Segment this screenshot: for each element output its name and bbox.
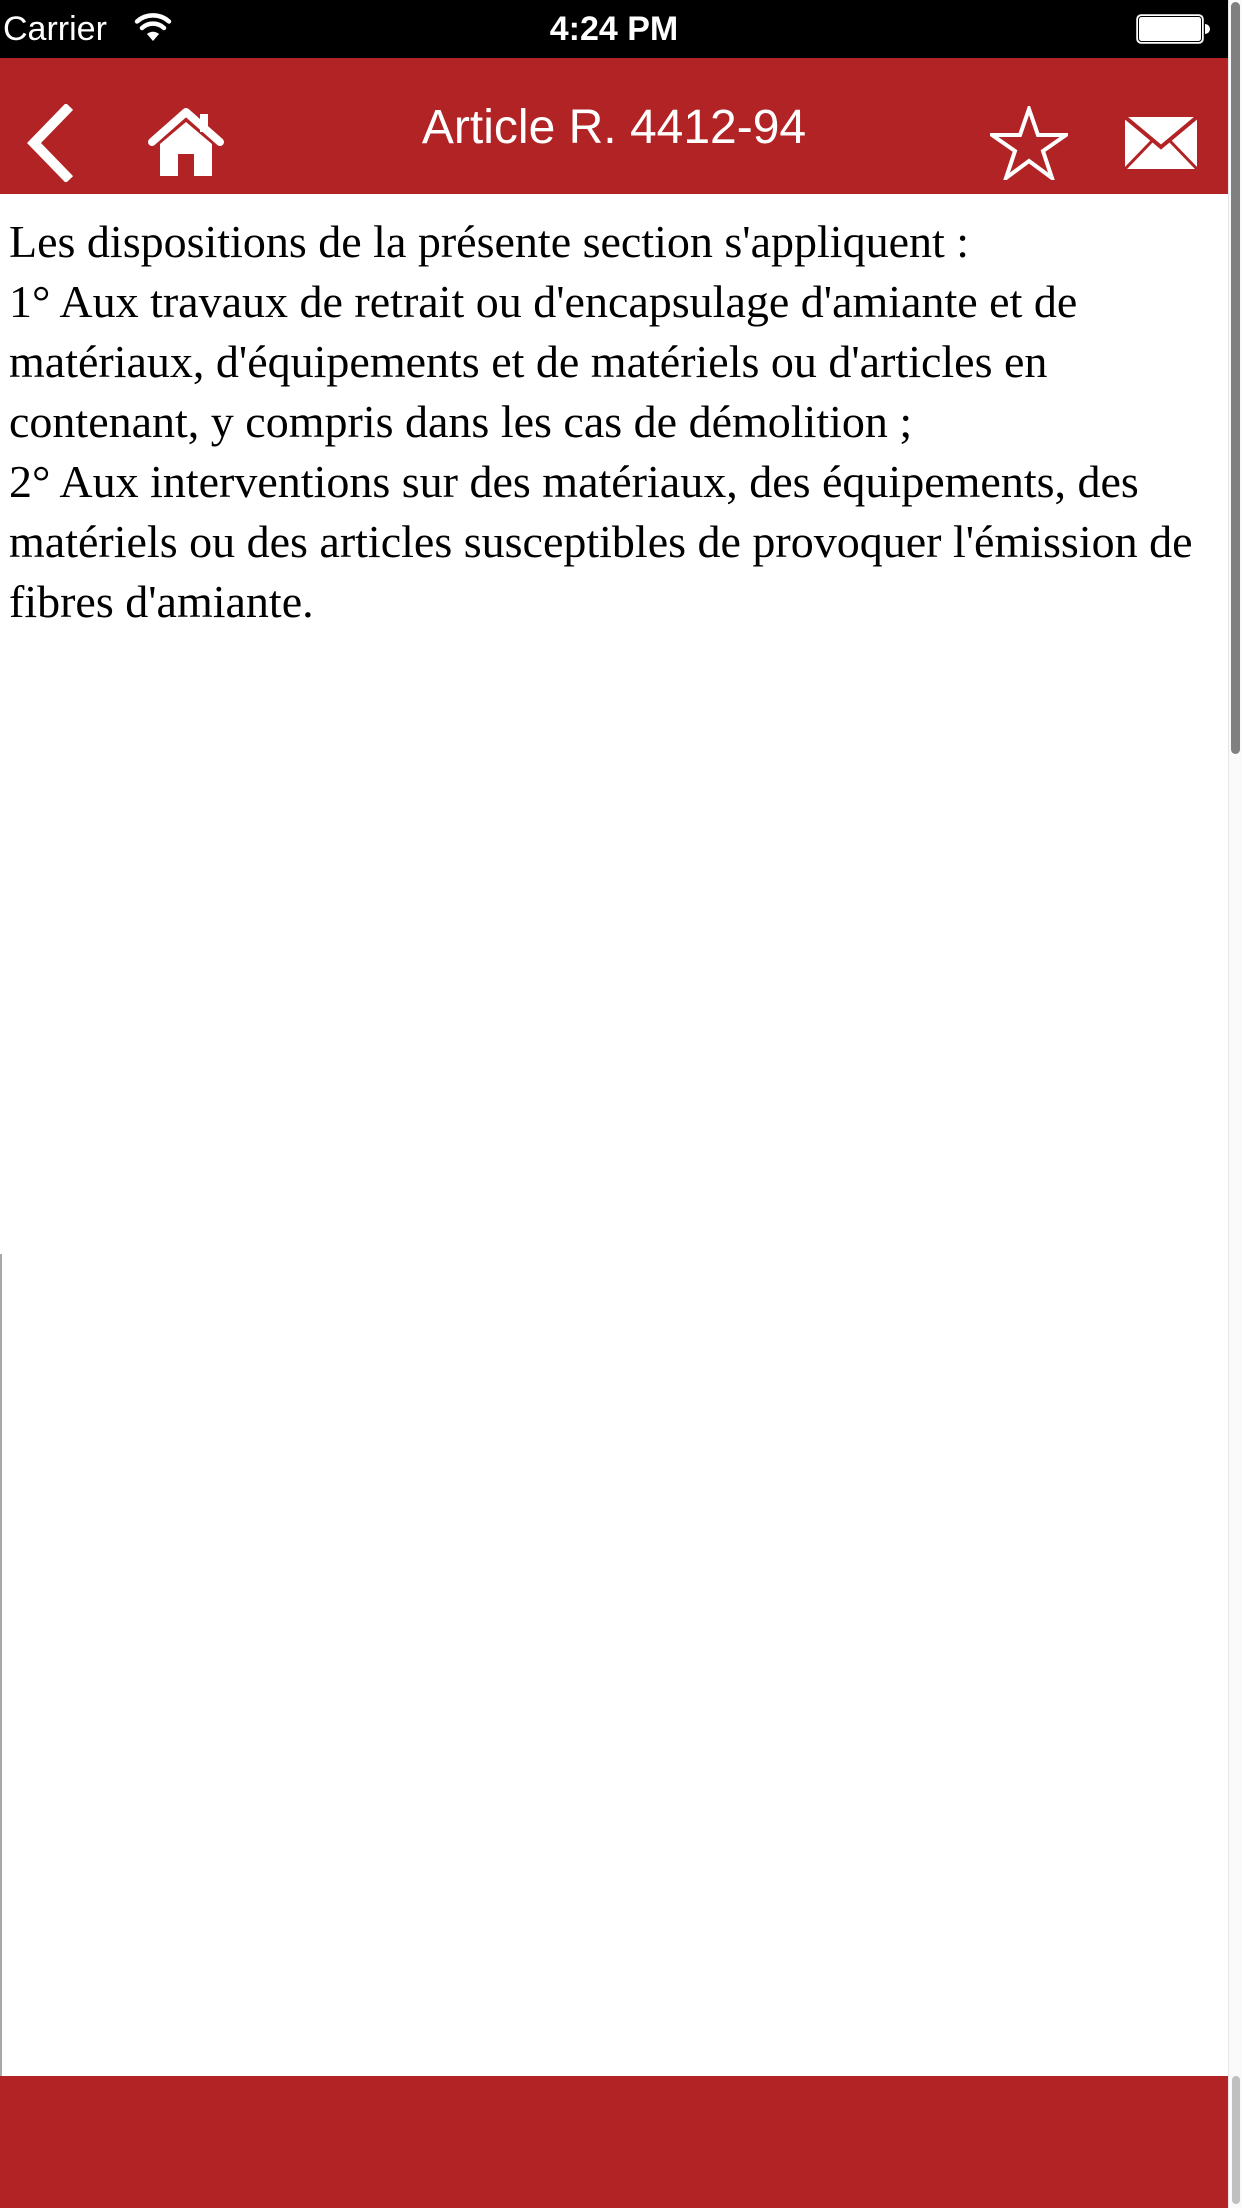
- envelope-icon: [1122, 114, 1200, 172]
- favorite-button[interactable]: [990, 106, 1068, 180]
- scrollbar-thumb[interactable]: [1231, 2, 1240, 754]
- clock: 4:24 PM: [549, 10, 679, 48]
- home-button[interactable]: [146, 108, 226, 178]
- chevron-left-icon: [22, 104, 78, 182]
- carrier-label: Carrier: [3, 10, 107, 48]
- back-button[interactable]: [22, 104, 78, 182]
- bottom-bar: [0, 2076, 1228, 2208]
- navigation-bar: [0, 58, 1228, 194]
- page-title: Article R. 4412-94: [421, 101, 807, 154]
- article-paragraph: Les dispositions de la présente section s'appliquent :: [9, 216, 970, 267]
- home-icon: [146, 108, 226, 178]
- divider: [0, 1254, 2, 2076]
- article-paragraph: 1° Aux travaux de retrait ou d'encapsulage d'amiante et de matériaux, d'équipements et de matériels ou d'articles en contenant, y compris dans les cas de démolition ;: [9, 276, 1078, 447]
- email-button[interactable]: [1122, 114, 1200, 172]
- article-body: [9, 212, 1224, 632]
- star-outline-icon: [990, 106, 1068, 180]
- status-bar: [0, 0, 1228, 58]
- scrollbar-thumb-secondary[interactable]: [1232, 2076, 1240, 2204]
- battery-full-icon: [1136, 14, 1210, 44]
- article-paragraph: 2° Aux interventions sur des matériaux, des équipements, des matériels ou des articles susceptibles de provoquer l'émission de fibres d'amiante.: [9, 456, 1193, 627]
